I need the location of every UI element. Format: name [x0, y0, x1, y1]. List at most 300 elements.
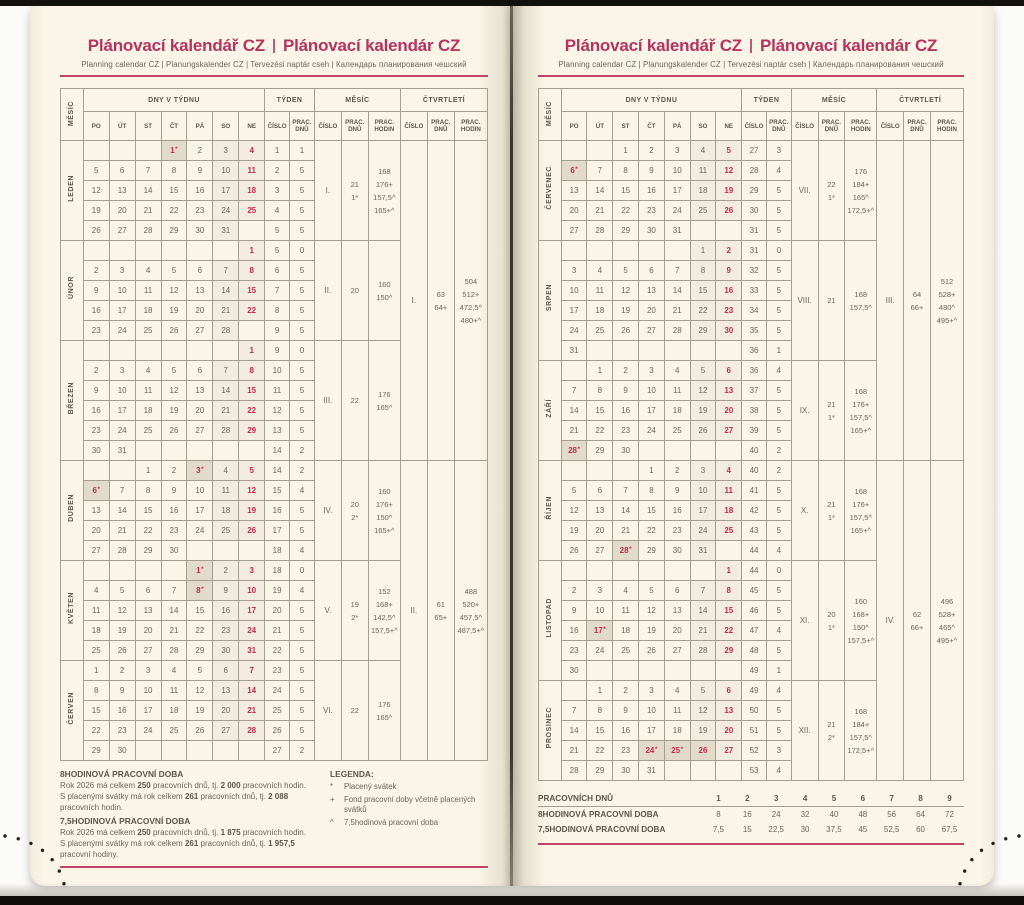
- day-cell: 31: [239, 641, 265, 661]
- day-cell: 4: [135, 261, 161, 281]
- month-label: ÚNOR: [61, 241, 84, 341]
- page-title-sk: Plánovací kalendár CZ: [760, 36, 938, 55]
- day-cell: 9: [716, 261, 742, 281]
- day-cell: 5: [109, 581, 135, 601]
- day-cell: 26: [639, 641, 665, 661]
- day-cell: 11: [664, 701, 690, 721]
- header-day-ne: NE: [239, 112, 265, 141]
- day-cell: 6: [187, 361, 213, 381]
- day-cell: 12: [690, 701, 716, 721]
- day-cell: [213, 341, 239, 361]
- day-cell: [161, 561, 187, 581]
- day-cell: 16: [213, 601, 239, 621]
- week-workdays-cell: 5: [766, 301, 791, 321]
- day-cell: [161, 441, 187, 461]
- hours-row: [538, 807, 964, 823]
- day-cell: 22: [690, 301, 716, 321]
- day-cell: 2: [187, 141, 213, 161]
- day-cell: [213, 741, 239, 761]
- day-cell: [716, 441, 742, 461]
- week-workdays-cell: 1: [290, 141, 315, 161]
- header-month-rotated: MĚSÍC: [539, 89, 562, 141]
- day-cell: 7: [587, 161, 613, 181]
- quarter-workhours-cell: 496 528+ 465^ 495+^: [930, 461, 963, 781]
- day-cell: 3: [690, 461, 716, 481]
- month-label: ČERVEN: [61, 661, 84, 761]
- day-cell: 16: [161, 501, 187, 521]
- workdays-header-row: [538, 791, 964, 807]
- hours-value: 45: [858, 825, 868, 834]
- day-cell: 18: [161, 701, 187, 721]
- week-workdays-cell: 3: [766, 741, 791, 761]
- page-title-cz: Plánovací kalendář CZ: [564, 36, 742, 55]
- day-cell: 23: [613, 741, 639, 761]
- day-cell: 12: [613, 281, 639, 301]
- week-workdays-cell: 5: [290, 161, 315, 181]
- day-cell: 25: [613, 641, 639, 661]
- week-workdays-cell: 5: [290, 281, 315, 301]
- hours-value: 56: [887, 810, 897, 819]
- day-cell: [561, 461, 587, 481]
- day-cell: [83, 341, 109, 361]
- calendar-header: [61, 89, 488, 141]
- month-workdays-cell: 20 1*: [818, 561, 845, 681]
- day-cell: 4: [664, 361, 690, 381]
- month-label: LISTOPAD: [539, 561, 562, 681]
- day-cell: 6*: [83, 481, 109, 501]
- day-cell: 31: [664, 221, 690, 241]
- month-label: BŘEZEN: [61, 341, 84, 461]
- day-cell: 16: [83, 401, 109, 421]
- day-cell: [639, 341, 665, 361]
- day-cell: 2: [639, 141, 665, 161]
- day-cell: 21: [561, 421, 587, 441]
- week-workdays-cell: 5: [290, 261, 315, 281]
- hours-value: 7,5: [712, 825, 724, 834]
- hours-value: 60: [916, 825, 926, 834]
- left-footer-rule: [60, 866, 488, 868]
- day-cell: 8: [587, 381, 613, 401]
- day-cell: 25: [716, 521, 742, 541]
- week-workdays-cell: 5: [290, 621, 315, 641]
- week-workdays-cell: 5: [766, 221, 791, 241]
- day-cell: 31: [690, 541, 716, 561]
- header-days-group: DNY V TÝDNU: [561, 89, 741, 112]
- week-number-cell: 3: [265, 181, 290, 201]
- week-number-cell: 39: [742, 421, 767, 441]
- day-cell: 28: [664, 321, 690, 341]
- day-cell: 13: [716, 701, 742, 721]
- week-number-cell: 23: [265, 661, 290, 681]
- week-number-cell: 53: [742, 761, 767, 781]
- day-cell: 8: [587, 701, 613, 721]
- day-cell: 21: [135, 201, 161, 221]
- day-cell: 15: [639, 501, 665, 521]
- day-cell: 3: [639, 681, 665, 701]
- month-number-cell: II.: [314, 241, 341, 341]
- day-cell: 9: [83, 381, 109, 401]
- day-cell: 8: [690, 261, 716, 281]
- day-cell: 4: [239, 141, 265, 161]
- day-cell: 31: [109, 441, 135, 461]
- month-workdays-cell: 22 1*: [818, 141, 845, 241]
- day-cell: 18: [587, 301, 613, 321]
- day-cell: 20: [561, 201, 587, 221]
- paid-holiday-star: *: [575, 166, 578, 173]
- day-cell: 2: [664, 461, 690, 481]
- day-cell: 21: [213, 301, 239, 321]
- week-number-cell: 43: [742, 521, 767, 541]
- day-cell: 13: [83, 501, 109, 521]
- day-cell: [83, 141, 109, 161]
- day-cell: [587, 461, 613, 481]
- quarter-number-cell: II.: [400, 461, 427, 761]
- day-cell: [109, 241, 135, 261]
- day-cell: 6: [664, 581, 690, 601]
- day-cell: 16: [187, 181, 213, 201]
- right-footer-rule: [538, 843, 964, 845]
- day-cell: [187, 741, 213, 761]
- week-workdays-cell: 5: [766, 501, 791, 521]
- month-workhours-cell: 160 150^: [368, 241, 400, 341]
- day-cell: [716, 761, 742, 781]
- week-number-cell: 7: [265, 281, 290, 301]
- hours-value: 16: [742, 810, 752, 819]
- day-cell: 8: [135, 481, 161, 501]
- day-cell: 17*: [587, 621, 613, 641]
- day-cell: 29: [587, 441, 613, 461]
- day-cell: 7: [109, 481, 135, 501]
- day-cell: 15: [161, 181, 187, 201]
- day-cell: 14: [561, 721, 587, 741]
- week-workdays-cell: 5: [290, 181, 315, 201]
- day-cell: 26: [83, 221, 109, 241]
- day-cell: 29: [239, 421, 265, 441]
- week-number-cell: 37: [742, 381, 767, 401]
- month-workdays-cell: 21 2*: [818, 681, 845, 781]
- day-cell: [690, 441, 716, 461]
- day-cell: 24: [690, 521, 716, 541]
- week-number-cell: 49: [742, 681, 767, 701]
- day-cell: 5: [187, 661, 213, 681]
- day-cell: 22: [716, 621, 742, 641]
- day-cell: 22: [187, 621, 213, 641]
- day-cell: 24: [239, 621, 265, 641]
- header-day-po: PO: [83, 112, 109, 141]
- paid-holiday-star: *: [629, 546, 632, 553]
- day-cell: 5: [83, 161, 109, 181]
- day-cell: 26: [187, 721, 213, 741]
- month-workdays-cell: 21: [818, 241, 845, 361]
- week-number-cell: 47: [742, 621, 767, 641]
- day-cell: 27: [716, 421, 742, 441]
- day-cell: [664, 341, 690, 361]
- day-cell: 26: [239, 521, 265, 541]
- day-cell: 5: [161, 261, 187, 281]
- day-cell: [135, 241, 161, 261]
- day-cell: [161, 241, 187, 261]
- week-workdays-cell: 5: [290, 421, 315, 441]
- quarter-number-cell: III.: [877, 141, 904, 461]
- day-cell: [239, 221, 265, 241]
- quarter-number-cell: I.: [400, 141, 427, 461]
- quarter-workdays-cell: 63 64+: [427, 141, 454, 461]
- page-subtitle: Planning calendar CZ | Planungskalender CZ | Tervezési naptár cseh | Календарь планирования чешский: [81, 60, 467, 69]
- quarter-workhours-cell: 504 512+ 472,5^ 480+^: [454, 141, 487, 461]
- workdays-col-header: 1: [704, 791, 733, 807]
- summary-line-3: Rok 2026 má celkem 250 pracovních dnů, tj. 1 875 pracovních hodin.: [60, 828, 306, 837]
- month-number-cell: IV.: [314, 461, 341, 561]
- week-number-cell: 24: [265, 681, 290, 701]
- day-cell: 5: [239, 461, 265, 481]
- day-cell: 1: [135, 461, 161, 481]
- month-workhours-cell: 168 176+ 157,5^ 165+^: [368, 141, 400, 241]
- header-day-st: ST: [613, 112, 639, 141]
- hours-value: 72: [945, 810, 954, 819]
- day-cell: 1: [239, 241, 265, 261]
- legend-symbol-caret: ^: [330, 817, 334, 827]
- day-cell: 28*: [613, 541, 639, 561]
- day-cell: [109, 141, 135, 161]
- week-number-cell: 14: [265, 461, 290, 481]
- day-cell: 15: [613, 181, 639, 201]
- header-month-group: MĚSÍC: [314, 89, 400, 112]
- day-cell: [664, 561, 690, 581]
- day-cell: 7: [664, 261, 690, 281]
- day-cell: 24: [135, 721, 161, 741]
- header-quarter-workdays: PRAC. DNŮ: [427, 112, 454, 141]
- day-cell: [239, 441, 265, 461]
- day-cell: 19: [716, 181, 742, 201]
- day-cell: 24: [213, 201, 239, 221]
- day-cell: 12: [83, 181, 109, 201]
- day-cell: 2: [716, 241, 742, 261]
- month-label: ČERVENEC: [539, 141, 562, 241]
- month-number-cell: VIII.: [791, 241, 818, 361]
- day-cell: 27: [187, 421, 213, 441]
- day-cell: 23: [664, 521, 690, 541]
- day-cell: 10: [690, 481, 716, 501]
- day-cell: 4: [83, 581, 109, 601]
- week-number-cell: 5: [265, 241, 290, 261]
- day-cell: [135, 341, 161, 361]
- week-row: [539, 461, 964, 481]
- day-cell: 15: [690, 281, 716, 301]
- workdays-hours-table: [538, 791, 964, 837]
- day-cell: [83, 241, 109, 261]
- day-cell: 26: [690, 741, 716, 761]
- day-cell: [135, 141, 161, 161]
- day-cell: 18: [83, 621, 109, 641]
- hours-value: 32: [800, 810, 810, 819]
- page-title: [538, 36, 964, 56]
- header-week-workdays: PRAC. DNŮ: [766, 112, 791, 141]
- day-cell: [161, 741, 187, 761]
- day-cell: 20: [716, 721, 742, 741]
- quarter-number-cell: IV.: [877, 461, 904, 781]
- week-workdays-cell: 5: [290, 381, 315, 401]
- day-cell: 28*: [561, 441, 587, 461]
- day-cell: 12: [161, 281, 187, 301]
- day-cell: 29: [639, 541, 665, 561]
- day-cell: 28: [109, 541, 135, 561]
- day-cell: 6*: [561, 161, 587, 181]
- day-cell: 13: [587, 501, 613, 521]
- day-cell: 16: [109, 701, 135, 721]
- week-workdays-cell: 5: [766, 181, 791, 201]
- day-cell: [561, 361, 587, 381]
- week-workdays-cell: 4: [290, 541, 315, 561]
- day-cell: 9: [639, 161, 665, 181]
- day-cell: 1: [716, 561, 742, 581]
- day-cell: 7: [561, 381, 587, 401]
- day-cell: [109, 561, 135, 581]
- day-cell: 20: [213, 701, 239, 721]
- day-cell: [613, 661, 639, 681]
- day-cell: 5: [161, 361, 187, 381]
- week-number-cell: 18: [265, 541, 290, 561]
- day-cell: [664, 661, 690, 681]
- day-cell: 24: [639, 421, 665, 441]
- day-cell: 5: [613, 261, 639, 281]
- header-day-ut: ÚT: [587, 112, 613, 141]
- day-cell: 10: [239, 581, 265, 601]
- week-number-cell: 36: [742, 361, 767, 381]
- week-workdays-cell: 5: [766, 421, 791, 441]
- legend-title: LEGENDA:: [330, 769, 374, 779]
- week-number-cell: 6: [265, 261, 290, 281]
- day-cell: 22: [239, 401, 265, 421]
- week-number-cell: 51: [742, 721, 767, 741]
- week-number-cell: 4: [265, 201, 290, 221]
- page-title-cz: Plánovací kalendář CZ: [87, 36, 265, 55]
- day-cell: [664, 441, 690, 461]
- day-cell: 16: [716, 281, 742, 301]
- month-workdays-cell: 19 2*: [341, 561, 368, 661]
- day-cell: [213, 441, 239, 461]
- month-workhours-cell: 160 176+ 150^ 165+^: [368, 461, 400, 561]
- day-cell: 18: [135, 301, 161, 321]
- day-cell: 13: [187, 381, 213, 401]
- day-cell: 13: [639, 281, 665, 301]
- day-cell: 27: [135, 641, 161, 661]
- day-cell: [716, 661, 742, 681]
- day-cell: [639, 661, 665, 681]
- day-cell: 19: [561, 521, 587, 541]
- day-cell: 10: [135, 681, 161, 701]
- day-cell: 22: [613, 201, 639, 221]
- week-workdays-cell: 5: [290, 521, 315, 541]
- week-row: [539, 141, 964, 161]
- day-cell: 26: [109, 641, 135, 661]
- day-cell: 20: [83, 521, 109, 541]
- header-day-ut: ÚT: [109, 112, 135, 141]
- day-cell: 27: [716, 741, 742, 761]
- week-number-cell: 45: [742, 581, 767, 601]
- day-cell: 19: [639, 621, 665, 641]
- hours-value: 67,5: [941, 825, 958, 834]
- hours-value: 64: [916, 810, 926, 819]
- day-cell: 17: [109, 301, 135, 321]
- day-cell: [561, 561, 587, 581]
- day-cell: 30: [187, 221, 213, 241]
- header-month-number: ČÍSLO: [314, 112, 341, 141]
- day-cell: 11: [161, 681, 187, 701]
- day-cell: 30: [664, 541, 690, 561]
- legend-row-holiday: [330, 782, 488, 793]
- paid-holiday-star: *: [97, 486, 100, 493]
- month-number-cell: XII.: [791, 681, 818, 781]
- day-cell: 7: [213, 361, 239, 381]
- day-cell: 5: [561, 481, 587, 501]
- day-cell: 17: [561, 301, 587, 321]
- week-workdays-cell: 4: [766, 761, 791, 781]
- week-workdays-cell: 5: [766, 401, 791, 421]
- day-cell: 13: [561, 181, 587, 201]
- day-cell: 23: [639, 201, 665, 221]
- day-cell: 16: [664, 501, 690, 521]
- day-cell: 28: [213, 421, 239, 441]
- week-workdays-cell: 4: [766, 361, 791, 381]
- day-cell: [187, 541, 213, 561]
- day-cell: 5: [690, 681, 716, 701]
- day-cell: 9: [109, 681, 135, 701]
- day-cell: 27: [213, 721, 239, 741]
- week-number-cell: 44: [742, 541, 767, 561]
- day-cell: 14: [135, 181, 161, 201]
- day-cell: 13: [716, 381, 742, 401]
- book-bottom-edge: [0, 896, 1024, 905]
- workdays-col-header: 8: [906, 791, 935, 807]
- day-cell: 11: [716, 481, 742, 501]
- day-cell: 11: [135, 281, 161, 301]
- day-cell: 26: [613, 321, 639, 341]
- day-cell: [213, 541, 239, 561]
- week-workdays-cell: 5: [290, 301, 315, 321]
- week-workdays-cell: 2: [290, 441, 315, 461]
- day-cell: 6: [716, 361, 742, 381]
- header-month-number: ČÍSLO: [791, 112, 818, 141]
- day-cell: 9: [613, 381, 639, 401]
- day-cell: [587, 141, 613, 161]
- day-cell: 2: [109, 661, 135, 681]
- header-week-workdays: PRAC. DNŮ: [290, 112, 315, 141]
- day-cell: 10: [187, 481, 213, 501]
- week-number-cell: 11: [265, 381, 290, 401]
- day-cell: 3: [239, 561, 265, 581]
- summary-line-4: S placenými svátky má rok celkem 261 pracovních dnů, tj. 1 957,5 pracovní hodiny.: [60, 839, 295, 859]
- day-cell: [639, 561, 665, 581]
- paid-holiday-star: *: [201, 586, 204, 593]
- day-cell: 15: [239, 281, 265, 301]
- day-cell: 31: [561, 341, 587, 361]
- day-cell: 6: [213, 661, 239, 681]
- right-page: [512, 6, 994, 886]
- week-workdays-cell: 5: [766, 641, 791, 661]
- day-cell: 2: [161, 461, 187, 481]
- workdays-col-header: 3: [762, 791, 791, 807]
- workdays-col-header: 4: [791, 791, 820, 807]
- day-cell: 11: [135, 381, 161, 401]
- day-cell: 22: [83, 721, 109, 741]
- week-number-cell: 14: [265, 441, 290, 461]
- day-cell: [690, 661, 716, 681]
- week-workdays-cell: 2: [766, 441, 791, 461]
- day-cell: 1: [587, 361, 613, 381]
- header-quarter-workhours: PRAC. HODIN: [454, 112, 487, 141]
- week-workdays-cell: 5: [290, 661, 315, 681]
- day-cell: 21: [239, 701, 265, 721]
